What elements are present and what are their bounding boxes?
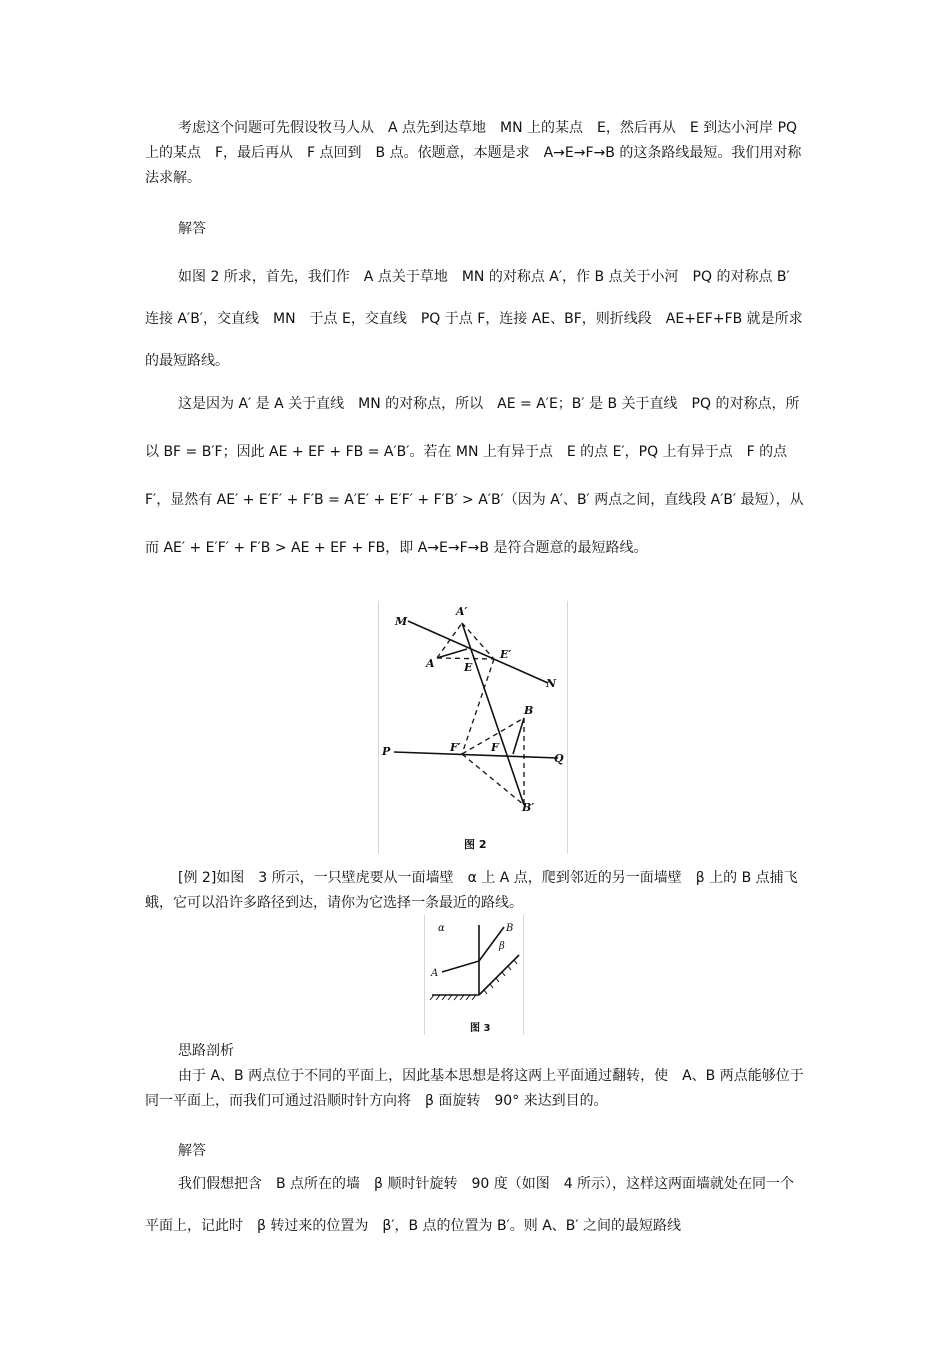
heading-answer-2: 解答 [178,1143,206,1159]
figure-3 [424,915,524,1035]
paragraph-rotation: 我们假想把含 B 点所在的墙 β 顺时针旋转 90 度（如图 4 所示），这样这两面墙就处在同一个平面上，记此时 β 转过来的位置为 β′，B 点的位置为 B′。则 A、B′ 之间的最短路线 [145,1176,795,1234]
label-n: N [546,677,557,690]
label-p: P [382,745,391,758]
paragraph-analysis: 由于 A、B 两点位于不同的平面上，因此基本思想是将这两上平面通过翻转，使 A、B 两点能够位于同一平面上，而我们可通过沿顺时针方向将 β 面旋转 90° 来达到目的。 [145,1068,804,1109]
figure-2 [378,601,568,854]
label-beta: β [499,941,505,952]
heading-answer: 解答 [178,221,206,237]
paragraph-construction: 如图 2 所求，首先，我们作 A 点关于草地 MN 的对称点 A′，作 B 点关于小河 PQ 的对称点 B′ 连接 A′B′，交直线 MN 于点 E，交直线 PQ 于点 F，连接 AE、BF，则折线段 AE+EF+FB 就是所求的最短路线。 [145,269,803,369]
label-b: B [506,923,514,934]
label-b-prime: B′ [522,801,535,814]
label-e: E [464,661,473,674]
figure-3-frame [424,915,524,1035]
paragraph-problem-setup: 考虑这个问题可先假设牧马人从 A 点先到达草地 MN 上的某点 E，然后再从 E 到达小河岸 PQ 上的某点 F，最后再从 F 点回到 B 点。依题意，本题是求 A→E→F→B 的这条路线最短。我们用对称法求解。 [145,120,802,186]
paragraph-proof: 这是因为 A′ 是 A 关于直线 MN 的对称点，所以 AE = A′E；B′ 是 B 关于直线 PQ 的对称点，所以 BF = B′F；因此 AE + EF + FB = A′B′。若在 MN 上有异于点 E 的点 E′，PQ 上有异于点 F 的点 F′，显然有 AE′ + E′F′ + F′B = A′E′ + E′F′ + F′B′ > A′B′（因为 A′、B′ 两点之间，直线段 A′B′ 最短），从而 AE′ + E′F′ + F′B > AE + EF + FB，即 A→E→F→B 是符合题意的最短路线。 [145,396,804,556]
label-m: M [395,615,408,628]
figure-3-caption: 图 3 [470,1023,491,1034]
label-f-prime: F′ [450,741,461,754]
figure-2-frame [378,601,568,854]
label-a-prime: A′ [456,605,468,618]
label-b: B [524,704,534,717]
label-q: Q [554,752,564,765]
label-a: A [431,968,439,979]
heading-analysis: 思路剖析 [178,1043,234,1059]
label-f: F [491,741,499,754]
label-a: A [426,657,435,670]
paragraph-example-2: [例 2]如图 3 所示，一只壁虎要从一面墙壁 α 上 A 点，爬到邻近的另一面墙壁 β 上的 B 点捕飞蛾，它可以沿许多路径到达，请你为它选择一条最近的路线。 [145,870,798,911]
label-e-prime: E′ [500,648,512,661]
label-alpha: α [438,923,445,934]
figure-2-caption: 图 2 [464,838,487,851]
